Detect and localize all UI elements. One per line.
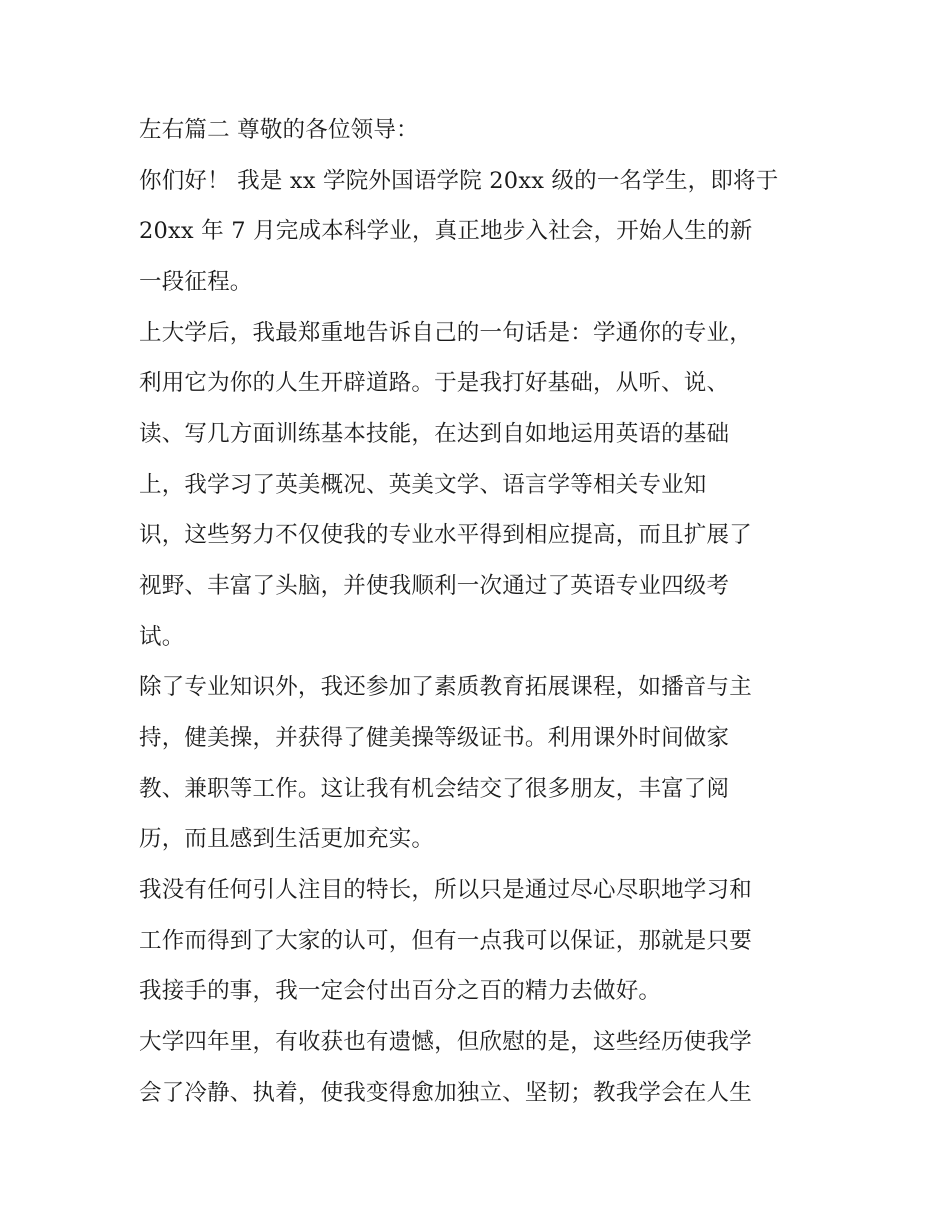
text-line: 大学四年里，有收获也有遗憾，但欣慰的是，这些经历使我学	[139, 1029, 752, 1055]
text-line: 识，这些努力不仅使我的专业水平得到相应提高，而且扩展了	[139, 522, 752, 548]
text-line: 持，健美操，并获得了健美操等级证书。利用课外时间做家	[139, 725, 730, 751]
text-line: 除了专业知识外，我还参加了素质教育拓展课程，如播音与主	[139, 674, 752, 700]
text-line: 会了冷静、执着，使我变得愈加独立、坚韧；教我学会在人生	[139, 1080, 752, 1106]
text-line: 试。	[139, 624, 185, 650]
text-line: 教、兼职等工作。这让我有机会结交了很多朋友，丰富了阅	[139, 776, 730, 802]
text-line: 你们好！ 我是 xx 学院外国语学院 20xx 级的一名学生，即将于	[139, 168, 779, 194]
text-line: 历，而且感到生活更加充实。	[139, 826, 435, 852]
greeting-line: 左右篇二 尊敬的各位领导：	[139, 117, 419, 143]
text-line: 一段征程。	[139, 269, 253, 295]
text-line: 视野、丰富了头脑，并使我顺利一次通过了英语专业四级考	[139, 573, 730, 599]
text-line: 我没有任何引人注目的特长，所以只是通过尽心尽职地学习和	[139, 877, 752, 903]
text-line: 20xx 年 7 月完成本科学业，真正地步入社会，开始人生的新	[139, 218, 753, 244]
text-line: 我接手的事，我一定会付出百分之百的精力去做好。	[139, 978, 662, 1004]
text-line: 上大学后，我最郑重地告诉自己的一句话是：学通你的专业，	[139, 320, 752, 346]
text-line: 读、写几方面训练基本技能，在达到自如地运用英语的基础	[139, 421, 730, 447]
text-line: 利用它为你的人生开辟道路。于是我打好基础，从听、说、	[139, 370, 730, 396]
text-line: 工作而得到了大家的认可，但有一点我可以保证，那就是只要	[139, 928, 752, 954]
text-line: 上，我学习了英美概况、英美文学、语言学等相关专业知	[139, 472, 707, 498]
